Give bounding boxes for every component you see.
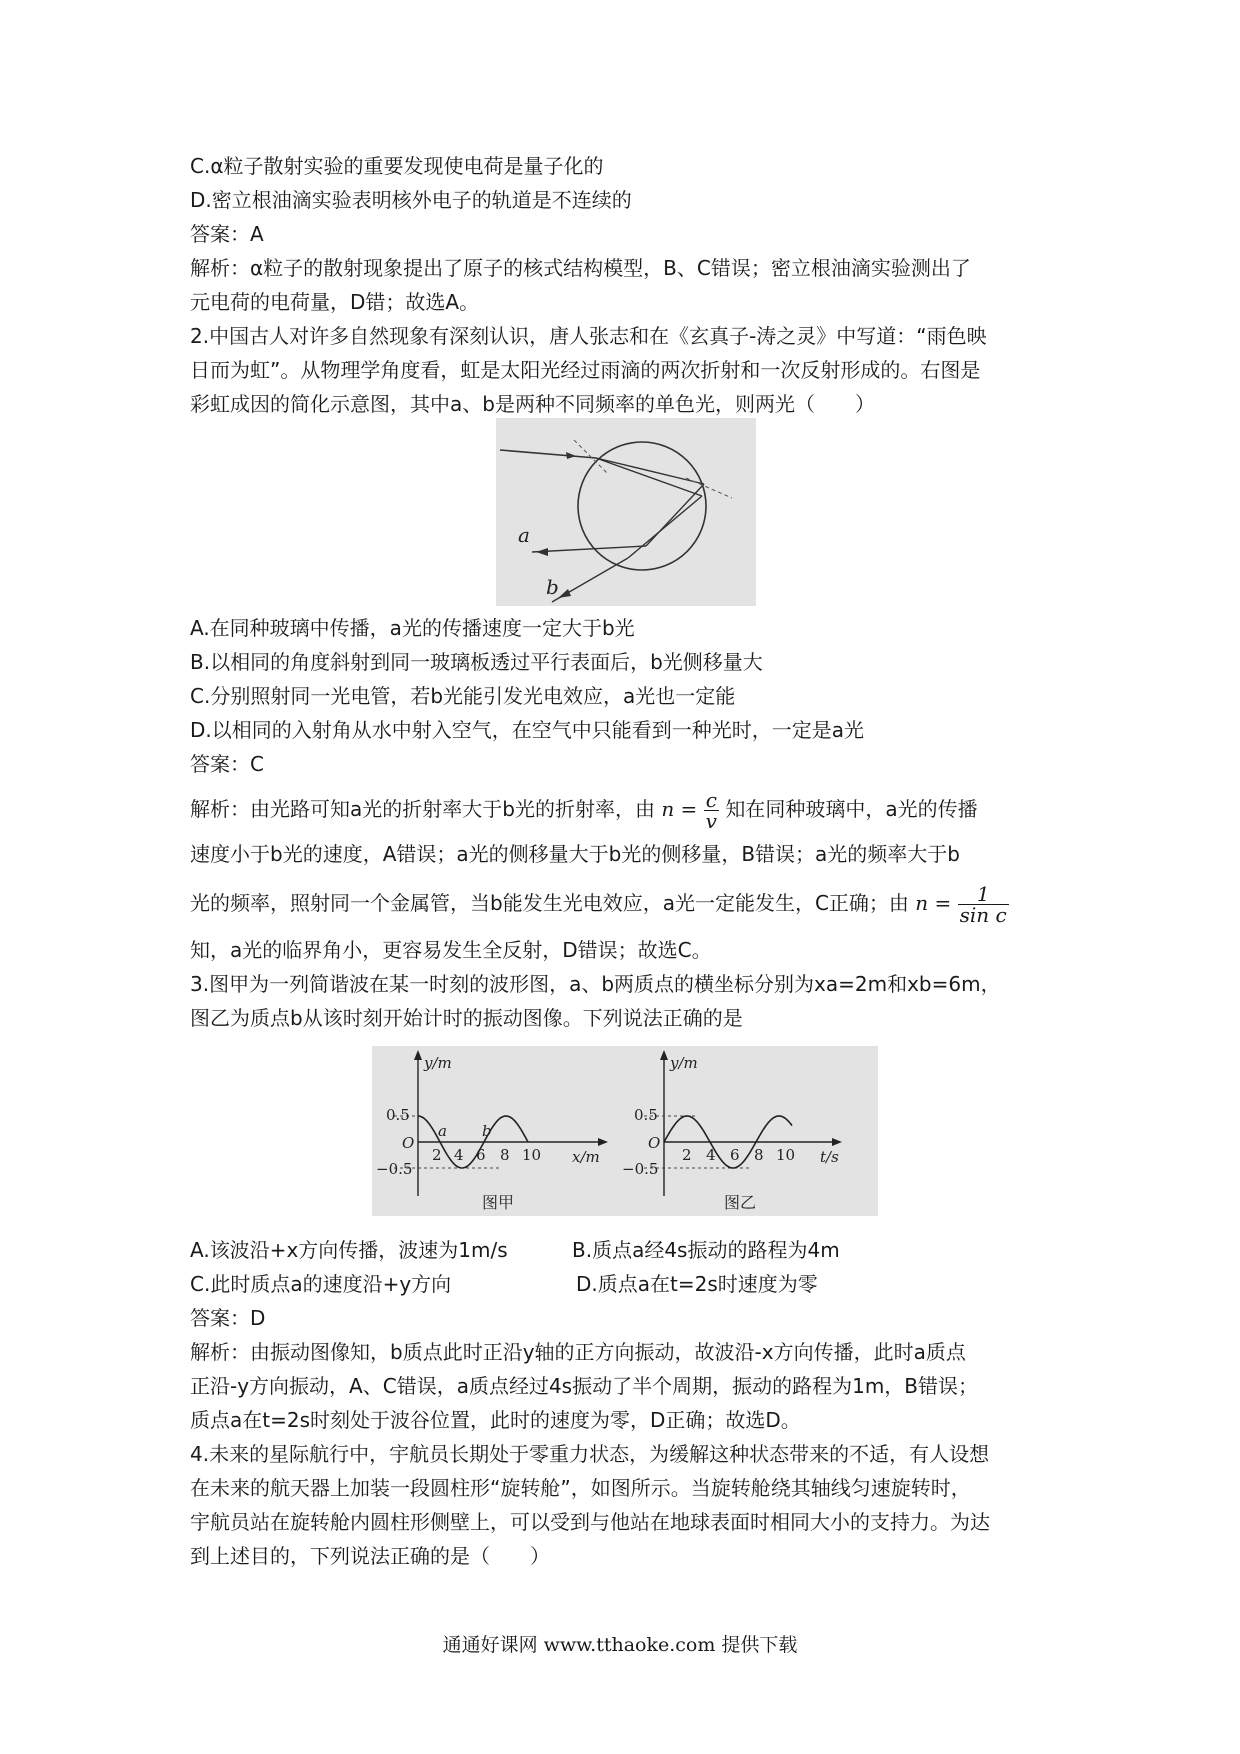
figB-xtick-10: 10 <box>776 1146 796 1164</box>
wave-figures-svg <box>372 1046 878 1216</box>
ray-label-a: a <box>518 523 530 547</box>
figA-xlabel: x/m <box>572 1148 600 1166</box>
exit-arrow-b <box>558 589 571 598</box>
figB-xtick-8: 8 <box>754 1146 764 1164</box>
q3-stem-line2: 图乙为质点b从该时刻开始计时的振动图像。下列说法正确的是 <box>190 1006 743 1030</box>
q2-explanation-line3 <box>190 884 1070 925</box>
figB-y-arrow <box>660 1050 668 1060</box>
q2-stem-line2: 日而为虹”。从物理学角度看，虹是太阳光经过雨滴的两次折射和一次反射形成的。右图是 <box>190 358 981 382</box>
reflected-ray-1 <box>646 484 704 546</box>
q1-explanation-line2: 元电荷的电荷量，D错；故选A。 <box>190 290 480 314</box>
q3-answer: 答案：D <box>190 1306 266 1330</box>
q2-stem-line3: 彩虹成因的简化示意图，其中a、b是两种不同频率的单色光，则两光（ ） <box>190 392 875 416</box>
figA-xtick-8: 8 <box>500 1146 510 1164</box>
q2-option-b: B.以相同的角度斜射到同一玻璃板透过平行表面后，b光侧移量大 <box>190 650 763 674</box>
q2-explanation-line4: 知，a光的临界角小，更容易发生全反射，D错误；故选C。 <box>190 938 712 962</box>
q2-exp3-frac-den: sin c <box>959 903 1007 927</box>
q2-exp1-eq-lhs: n = <box>661 797 698 821</box>
raindrop-circle <box>578 442 706 570</box>
figB-xtick-2: 2 <box>682 1146 692 1164</box>
q3-stem-line1: 3.图甲为一列简谐波在某一时刻的波形图，a、b两质点的横坐标分别为xa=2m和xb=6m， <box>190 972 1001 996</box>
q3-explanation-line1: 解析：由振动图像知，b质点此时正沿y轴的正方向振动，故波沿-x方向传播，此时a质点 <box>190 1340 966 1364</box>
figA-xtick-2: 2 <box>432 1146 442 1164</box>
q3-option-a: A.该波沿+x方向传播，波速为1m/s <box>190 1238 508 1262</box>
figB-xtick-6: 6 <box>730 1146 740 1164</box>
q3-explanation-line3: 质点a在t=2s时刻处于波谷位置，此时的速度为零，D正确；故选D。 <box>190 1408 801 1432</box>
q2-explanation-line2: 速度小于b光的速度，A错误；a光的侧移量大于b光的侧移量，B错误；a光的频率大于b <box>190 842 960 866</box>
figB-x-arrow <box>832 1138 842 1146</box>
q3-option-b: B.质点a经4s振动的路程为4m <box>572 1238 840 1262</box>
figA-caption: 图甲 <box>482 1193 515 1212</box>
q3-explanation-line2: 正沿-y方向振动，A、C错误，a质点经过4s振动了半个周期，振动的路程为1m，B错误； <box>190 1374 979 1398</box>
figB-xlabel: t/s <box>820 1148 839 1166</box>
figB-xtick-4: 4 <box>706 1146 716 1164</box>
q1-answer: 答案：A <box>190 222 264 246</box>
exit-ray-a <box>532 546 646 552</box>
q1-option-c: C.α粒子散射实验的重要发现使电荷是量子化的 <box>190 154 604 178</box>
figB-origin: O <box>648 1134 661 1152</box>
q2-exp1-pre: 解析：由光路可知a光的折射率大于b光的折射率，由 <box>190 797 655 821</box>
q2-option-c: C.分别照射同一光电管，若b光能引发光电效应，a光也一定能 <box>190 684 736 708</box>
figA-xtick-6: 6 <box>476 1146 486 1164</box>
figA-ytick-pos: 0.5 <box>386 1106 410 1124</box>
q2-exp1-post: 知在同种玻璃中，a光的传播 <box>725 797 978 821</box>
q2-explanation-line1 <box>190 790 1070 831</box>
q2-answer: 答案：C <box>190 752 264 776</box>
figA-xtick-10: 10 <box>522 1146 542 1164</box>
figA-ytick-neg: −0.5 <box>376 1160 413 1178</box>
q4-stem-line3: 宇航员站在旋转舱内圆柱形侧壁上，可以受到与他站在地球表面时相同大小的支持力。为达 <box>190 1510 990 1534</box>
figA-point-b: b <box>482 1122 492 1140</box>
q2-exp1-frac-num: c <box>704 790 719 811</box>
page-footer: 通通好课网 www.tthaoke.com 提供下载 <box>442 1634 798 1656</box>
figA-x-arrow <box>598 1138 608 1146</box>
q1-explanation-line1: 解析：α粒子的散射现象提出了原子的核式结构模型，B、C错误；密立根油滴实验测出了 <box>190 256 971 280</box>
figB-ylabel: y/m <box>670 1054 698 1072</box>
incident-arrow <box>566 452 576 459</box>
q2-exp3-eq-lhs: n = <box>915 891 952 915</box>
refracted-ray-2 <box>596 458 702 496</box>
q4-stem-line1: 4.未来的星际航行中，宇航员长期处于零重力状态，为缓解这种状态带来的不适，有人设想 <box>190 1442 990 1466</box>
q2-exp1-fraction <box>704 790 719 831</box>
rainbow-diagram-svg <box>496 418 756 606</box>
q2-stem-line1: 2.中国古人对许多自然现象有深刻认识，唐人张志和在《玄真子-涛之灵》中写道：“雨色映 <box>190 324 987 348</box>
q3-option-d: D.质点a在t=2s时速度为零 <box>576 1272 818 1296</box>
q2-option-a: A.在同种玻璃中传播，a光的传播速度一定大于b光 <box>190 616 635 640</box>
q2-option-d: D.以相同的入射角从水中射入空气，在空气中只能看到一种光时，一定是a光 <box>190 718 865 742</box>
rainbow-diagram <box>496 418 756 606</box>
q2-exp1-frac-den: v <box>705 809 717 833</box>
q4-stem-line4: 到上述目的，下列说法正确的是（ ） <box>190 1544 550 1568</box>
q2-exp3-pre: 光的频率，照射同一个金属管，当b能发生光电效应，a光一定能发生，C正确；由 <box>190 891 909 915</box>
figA-origin: O <box>402 1134 415 1152</box>
q3-option-c: C.此时质点a的速度沿+y方向 <box>190 1272 452 1296</box>
exit-arrow-a <box>536 548 548 556</box>
figB-ytick-neg: −0.5 <box>622 1160 659 1178</box>
q2-exp3-fraction <box>958 884 1009 925</box>
figA-y-arrow <box>414 1050 422 1060</box>
incident-ray <box>500 450 596 458</box>
figA-xtick-4: 4 <box>454 1146 464 1164</box>
wave-figures <box>372 1046 878 1216</box>
q1-option-d: D.密立根油滴实验表明核外电子的轨道是不连续的 <box>190 188 632 212</box>
q4-stem-line2: 在未来的航天器上加装一段圆柱形“旋转舱”，如图所示。当旋转舱绕其轴线匀速旋转时， <box>190 1476 971 1500</box>
figB-caption: 图乙 <box>724 1193 757 1212</box>
ray-label-b: b <box>546 575 559 599</box>
figB-ytick-pos: 0.5 <box>634 1106 658 1124</box>
reflected-ray-2 <box>628 496 702 558</box>
q2-exp3-frac-num: 1 <box>958 884 1009 905</box>
figA-point-a: a <box>438 1122 447 1140</box>
figA-ylabel: y/m <box>424 1054 452 1072</box>
